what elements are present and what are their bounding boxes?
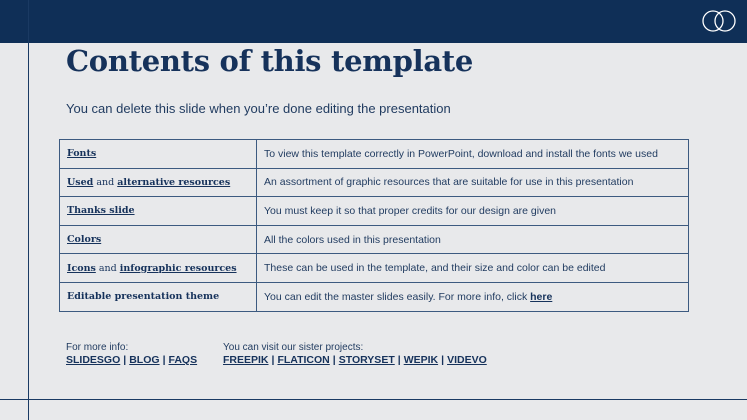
table-row (60, 168, 689, 197)
table-row (60, 254, 689, 283)
storyset-link[interactable]: STORYSET (338, 354, 395, 366)
freepik-link[interactable]: FREEPIK (223, 354, 269, 366)
row-description: To view this template correctly in PowerPoint, download and install the fonts we used (257, 140, 689, 169)
slidesgo-link[interactable]: SLIDESGO (66, 354, 121, 366)
link-separator: | (271, 354, 275, 366)
row-description: You must keep it so that proper credits for our design are given (257, 197, 689, 226)
row-label (60, 168, 257, 197)
row-description: All the colors used in this presentation (257, 225, 689, 254)
vertical-guide-line (28, 0, 29, 420)
alternative-resources-link[interactable]: alternative resources (117, 176, 231, 188)
row-label (60, 197, 257, 226)
sister-projects-label: You can visit our sister projects: (223, 342, 364, 353)
table-row (60, 225, 689, 254)
blog-link[interactable]: BLOG (129, 354, 160, 366)
link-separator: | (332, 354, 336, 366)
faqs-link[interactable]: FAQS (168, 354, 198, 366)
table-row (60, 282, 689, 311)
top-bar (0, 0, 747, 43)
fonts-link[interactable]: Fonts (67, 148, 97, 160)
videvo-link[interactable]: VIDEVO (447, 354, 487, 366)
interlocking-rings-icon (701, 8, 737, 34)
horizontal-guide-line (0, 399, 747, 400)
connector-text: and (95, 262, 120, 274)
description-text: You can edit the master slides easily. For more info, click (264, 290, 531, 303)
row-description: An assortment of graphic resources that are suitable for use in this presentation (257, 168, 689, 197)
link-separator: | (441, 354, 445, 366)
row-description: These can be used in the template, and their size and color can be edited (257, 254, 689, 283)
link-separator: | (397, 354, 401, 366)
table-row (60, 140, 689, 169)
link-separator: | (123, 354, 127, 366)
row-label: Editable presentation theme (60, 282, 257, 311)
colors-link[interactable]: Colors (67, 234, 102, 246)
link-separator: | (162, 354, 166, 366)
table-row (60, 197, 689, 226)
contents-table (59, 139, 689, 312)
row-label (60, 225, 257, 254)
row-label (60, 254, 257, 283)
row-label (60, 140, 257, 169)
more-info-links (66, 354, 197, 366)
flaticon-link[interactable]: FLATICON (277, 354, 330, 366)
thanks-slide-link[interactable]: Thanks slide (67, 205, 135, 217)
infographic-resources-link[interactable]: infographic resources (119, 262, 237, 274)
row-description (257, 282, 689, 311)
sister-projects-links (223, 354, 487, 366)
icons-link[interactable]: Icons (67, 262, 96, 274)
page-title: Contents of this template (66, 44, 474, 78)
used-link[interactable]: Used (67, 176, 94, 188)
connector-text: and (93, 176, 118, 188)
page-subtitle: You can delete this slide when you’re done editing the presentation (66, 101, 451, 116)
here-link[interactable]: here (530, 290, 553, 303)
wepik-link[interactable]: WEPIK (403, 354, 439, 366)
more-info-label: For more info: (66, 342, 129, 353)
